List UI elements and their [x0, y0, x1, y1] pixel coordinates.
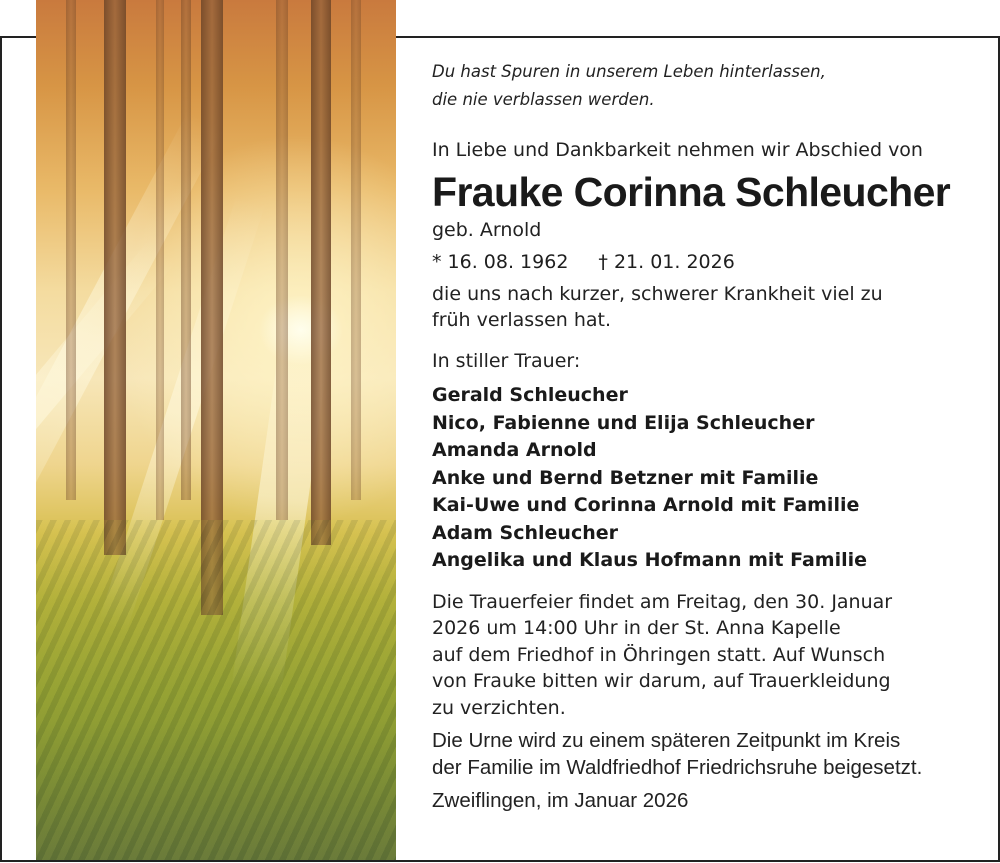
- birth-date: * 16. 08. 1962: [432, 250, 569, 273]
- mourner: Anke und Bernd Betzner mit Familie: [432, 466, 819, 489]
- mourners-list: [432, 382, 972, 575]
- motto-line: die nie verblassen werden.: [432, 90, 655, 109]
- notice-text: [432, 58, 972, 814]
- funeral-line: auf dem Friedhof in Öhringen statt. Auf Wunsch: [432, 643, 886, 666]
- funeral-line: von Frauke bitten wir darum, auf Trauerkleidung: [432, 670, 891, 692]
- description-line: früh verlassen hat.: [432, 309, 612, 331]
- funeral-line: Die Trauerfeier findet am Freitag, den 30. Januar: [432, 590, 893, 613]
- maiden-name: geb. Arnold: [432, 219, 542, 241]
- funeral-info: [432, 589, 972, 722]
- funeral-line: zu verzichten.: [432, 696, 566, 719]
- mourner: Kai-Uwe und Corinna Arnold mit Familie: [432, 494, 860, 516]
- motto-line: Du hast Spuren in unserem Leben hinterlassen,: [432, 62, 826, 81]
- death-date: † 21. 01. 2026: [598, 250, 735, 273]
- mourner: Gerald Schleucher: [432, 384, 628, 406]
- funeral-line: 2026 um 14:00 Uhr in der St. Anna Kapelle: [432, 617, 841, 639]
- mourner: Nico, Fabienne und Elija Schleucher: [432, 411, 815, 434]
- mourner: Adam Schleucher: [432, 521, 618, 544]
- intro-text: In Liebe und Dankbarkeit nehmen wir Abschied von: [432, 139, 923, 161]
- deceased-name: Frauke Corinna Schleucher: [432, 169, 951, 215]
- place-date: Zweiflingen, im Januar 2026: [432, 789, 689, 812]
- motto: [432, 58, 972, 114]
- mourning-label: In stiller Trauer:: [432, 349, 581, 372]
- urn-line: der Familie im Waldfriedhof Friedrichsruhe beigesetzt.: [432, 756, 923, 779]
- description: [432, 281, 972, 334]
- forest-photo: [36, 0, 396, 860]
- mourner: Amanda Arnold: [432, 439, 597, 461]
- life-dates: [432, 249, 972, 275]
- mourner: Angelika und Klaus Hofmann mit Familie: [432, 549, 868, 571]
- urn-info: [432, 727, 972, 781]
- description-line: die uns nach kurzer, schwerer Krankheit viel zu: [432, 282, 883, 305]
- urn-line: Die Urne wird zu einem späteren Zeitpunkt im Kreis: [432, 729, 901, 752]
